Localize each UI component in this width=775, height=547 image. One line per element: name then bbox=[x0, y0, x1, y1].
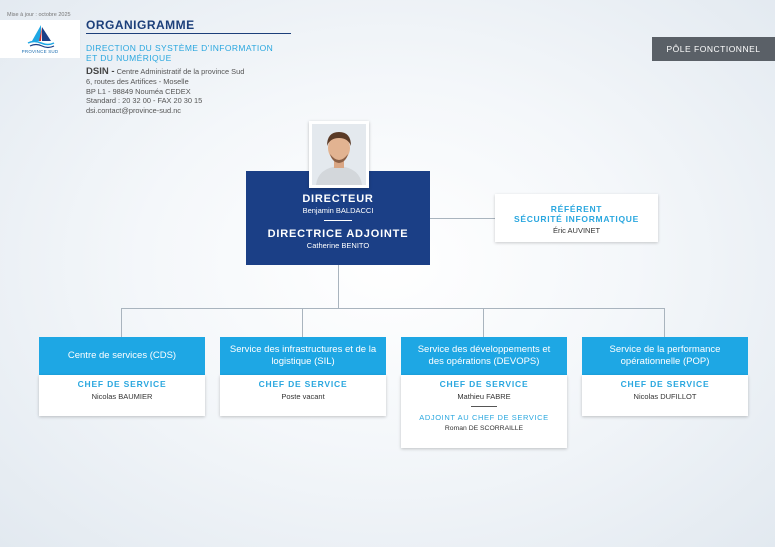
department-line-2: ET DU NUMÉRIQUE bbox=[86, 53, 172, 63]
contact-street: 6, routes des Artifices - Moselle bbox=[86, 76, 189, 86]
service-body bbox=[220, 375, 386, 416]
services-horizontal-connector bbox=[121, 308, 665, 309]
service-4-connector bbox=[664, 308, 665, 337]
service-title: Service des développements et des opérations (DEVOPS) bbox=[401, 337, 567, 375]
service-card-pop bbox=[582, 337, 748, 416]
title-divider bbox=[86, 33, 291, 34]
contact-org-address: Centre Administratif de la province Sud bbox=[116, 67, 245, 76]
province-sud-logo bbox=[0, 20, 81, 58]
update-note: Mise à jour : octobre 2025 bbox=[7, 12, 71, 18]
pole-badge: PÔLE FONCTIONNEL bbox=[652, 37, 775, 61]
director-name: Benjamin BALDACCI bbox=[302, 206, 374, 215]
chef-label: CHEF DE SERVICE bbox=[439, 379, 529, 389]
document-title: ORGANIGRAMME bbox=[86, 18, 195, 32]
deputy-divider bbox=[471, 406, 497, 407]
service-title: Centre de services (CDS) bbox=[39, 337, 205, 375]
service-3-connector bbox=[483, 308, 484, 337]
contact-org: DSIN - bbox=[86, 66, 115, 77]
director-role: DIRECTEUR bbox=[302, 193, 374, 205]
deputy-director-role: DIRECTRICE ADJOINTE bbox=[267, 228, 409, 240]
contact-org-line bbox=[86, 67, 316, 77]
contact-phone: Standard : 20 32 00 - FAX 20 30 15 bbox=[86, 96, 203, 106]
security-referent-box bbox=[495, 194, 658, 242]
chef-label: CHEF DE SERVICE bbox=[258, 379, 348, 389]
department-line-1: DIRECTION DU SYSTÈME D’INFORMATION bbox=[86, 43, 274, 53]
chef-label: CHEF DE SERVICE bbox=[620, 379, 710, 389]
service-card-cds bbox=[39, 337, 205, 416]
chef-label: CHEF DE SERVICE bbox=[77, 379, 167, 389]
service-2-connector bbox=[302, 308, 303, 337]
chef-name: Nicolas DUFILLOT bbox=[633, 392, 697, 401]
director-portrait-icon bbox=[312, 124, 366, 185]
service-body bbox=[582, 375, 748, 416]
director-photo bbox=[309, 121, 369, 188]
deputy-chef-name: Roman DE SCORRAILLE bbox=[444, 425, 524, 432]
service-body bbox=[401, 375, 567, 448]
referent-role-line-2: SÉCURITÉ INFORMATIQUE bbox=[513, 214, 640, 224]
contact-po-box: BP L1 - 98849 Nouméa CEDEX bbox=[86, 86, 191, 96]
contact-block bbox=[86, 67, 316, 116]
chef-name: Nicolas BAUMIER bbox=[91, 392, 153, 401]
service-card-sil bbox=[220, 337, 386, 416]
chef-name: Mathieu FABRE bbox=[457, 392, 511, 401]
service-body bbox=[39, 375, 205, 416]
referent-connector bbox=[430, 218, 495, 219]
deputy-chef-label: ADJOINT AU CHEF DE SERVICE bbox=[419, 413, 549, 422]
deputy-director-name: Catherine BENITO bbox=[306, 241, 370, 250]
sail-logo-icon bbox=[26, 23, 56, 49]
service-title: Service de la performance opérationnelle (POP) bbox=[582, 337, 748, 375]
service-1-connector bbox=[121, 308, 122, 337]
department-name bbox=[86, 43, 306, 63]
service-card-devops bbox=[401, 337, 567, 448]
director-divider bbox=[324, 220, 352, 221]
service-title: Service des infrastructures et de la logistique (SIL) bbox=[220, 337, 386, 375]
contact-email: dsi.contact@province-sud.nc bbox=[86, 106, 182, 116]
chef-name: Poste vacant bbox=[281, 392, 325, 401]
logo-label: PROVINCE SUD bbox=[21, 49, 59, 54]
director-down-connector bbox=[338, 265, 339, 308]
referent-role-line-1: RÉFÉRENT bbox=[550, 204, 603, 214]
referent-name: Éric AUVINET bbox=[552, 226, 601, 235]
